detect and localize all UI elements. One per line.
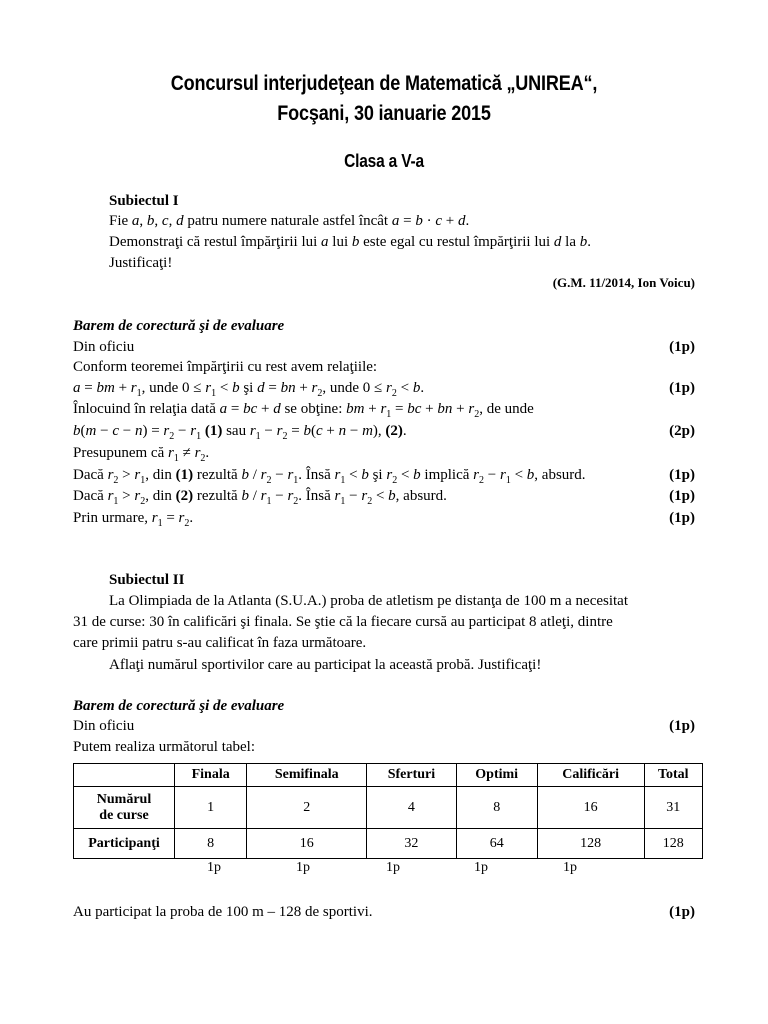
table-cell: 1 xyxy=(175,787,247,829)
table-cell: 32 xyxy=(367,829,457,859)
barem1-line-6: Dacă $r_2 > r_1$, din (1) rezultă $b / r_2 - r_1$. Însă $r_1 < b$ şi $r_2 < b$ implică $r_2 - r_1 < b$, absurd. (1p) xyxy=(73,467,695,486)
barem1-line-8: Prin urmare, $r_1 = r_2$. (1p) xyxy=(73,510,695,529)
table-cell: 2 xyxy=(247,787,367,829)
table-header-semifinala: Semifinala xyxy=(247,764,367,787)
table-header-optimi: Optimi xyxy=(456,764,537,787)
points-semifinala: 1p xyxy=(296,860,310,875)
subject2-statement-4: Aflaţi numărul sportivilor care au participat la această probă. Justificaţi! xyxy=(109,657,542,673)
table-cell: 16 xyxy=(247,829,367,859)
table-cell: 128 xyxy=(537,829,644,859)
barem1-line-1: Conform teoremei împărţirii cu rest avem relaţiile: xyxy=(73,359,378,375)
barem1-line-4: $b(m - c - n) = r_2 - r_1$ (1) sau $r_1 - r_2 = b(c + n - m)$, (2). (2p) xyxy=(73,423,695,442)
subject1-barem-heading: Barem de corectură şi de evaluare xyxy=(73,318,285,334)
barem2-table-intro: Putem realiza următorul tabel: xyxy=(73,739,256,755)
barem1-line-7: Dacă $r_1 > r_2$, din (2) rezultă $b / r_1 - r_2$. Însă $r_1 - r_2 < b$, absurd. (1p) xyxy=(73,488,695,507)
subject2-conclusion: Au participat la proba de 100 m – 128 de sportivi. (1p) xyxy=(73,904,695,920)
table-cell: 128 xyxy=(644,829,703,859)
barem1-line-2: a = bm + $r_1$, unde $0 \le r_1 < b$ şi d = bn + $r_2$, unde $0 \le r_2 < b$. (1p) xyxy=(73,380,695,399)
table-header-calificari: Calificări xyxy=(537,764,644,787)
subject2-heading: Subiectul II xyxy=(109,572,185,588)
table-header-finala: Finala xyxy=(175,764,247,787)
table-cell: 8 xyxy=(456,787,537,829)
table-cell: 8 xyxy=(175,829,247,859)
points-calificari: 1p xyxy=(563,860,577,875)
subject1-source: (G.M. 11/2014, Ion Voicu) xyxy=(552,275,695,290)
subject1-statement-2: Demonstraţi că restul împărţirii lui a lui b este egal cu restul împărţirii lui d la b. xyxy=(109,234,591,250)
barem2-din-oficiu: Din oficiu (1p) xyxy=(73,718,695,734)
table-cell: 31 xyxy=(644,787,703,829)
points-finala: 1p xyxy=(207,860,221,875)
subject2-statement-2: 31 de curse: 30 în calificări şi finala. Se ştie că la fiecare cursă au participat 8 atleţi, dintre xyxy=(73,614,613,630)
class-title: Clasa a V-a xyxy=(344,151,424,171)
subject2-statement-1: La Olimpiada de la Atlanta (S.U.A.) proba de atletism pe distanţa de 100 m a necesitat xyxy=(109,593,629,609)
subject1-heading: Subiectul I xyxy=(109,193,179,209)
points-sferturi: 1p xyxy=(386,860,400,875)
subject2-statement-3: care primii patru s-au calificat în faza următoare. xyxy=(73,635,367,651)
table-header-empty xyxy=(74,764,175,787)
row-label-curse: Numărul de curse xyxy=(74,787,175,829)
table-cell: 64 xyxy=(456,829,537,859)
subject1-statement-1: Fie a, b, c, d patru numere naturale astfel încât a = b · c + d. xyxy=(109,213,470,229)
table-header-row xyxy=(74,764,703,787)
subject2-barem-heading: Barem de corectură şi de evaluare xyxy=(73,698,285,714)
barem1-line-5: Presupunem că $r_1 \ne r_2$. xyxy=(73,445,210,464)
table-cell: 16 xyxy=(537,787,644,829)
races-table xyxy=(73,763,703,859)
row-label-participanti: Participanţi xyxy=(74,829,175,859)
points-optimi: 1p xyxy=(474,860,488,875)
barem1-line-3: Înlocuind în relaţia dată a = bc + d se obţine: bm + $r_1$ = bc + bn + $r_2$, de unde xyxy=(73,401,534,420)
barem1-line-0: Din oficiu (1p) xyxy=(73,339,695,355)
table-header-sferturi: Sferturi xyxy=(367,764,457,787)
table-row xyxy=(74,787,703,829)
contest-title-line2: Focşani, 30 ianuarie 2015 xyxy=(277,102,491,125)
table-row xyxy=(74,829,703,859)
table-header-total: Total xyxy=(644,764,703,787)
table-cell: 4 xyxy=(367,787,457,829)
subject1-statement-3: Justificaţi! xyxy=(109,255,173,271)
contest-title-line1: Concursul interjudeţean de Matematică „UNIREA“, xyxy=(170,72,598,95)
